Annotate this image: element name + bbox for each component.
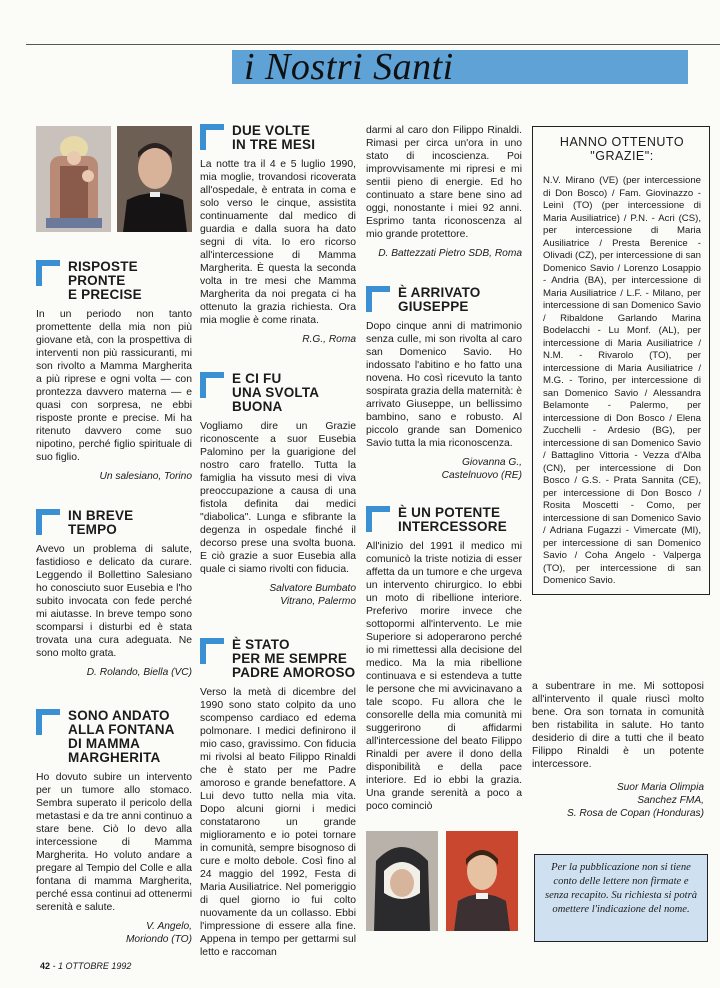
article-body: Avevo un problema di salute, fastidioso e delicato da curare. Leggendo il Bollettino Salesiano ho conosciuto suor Eusebia e l'ho subito invocata con fede perché mi aiutasse. In breve tempo sono scomparsi i disturbi ed è stata trovata una cura adeguata. Ne sono molto grata. [36, 544, 192, 659]
article-fontana [36, 709, 192, 946]
column-1 [36, 126, 192, 964]
grazie-box [532, 126, 710, 595]
article-signature: Salvatore Bumbato Vitrano, Palermo [269, 583, 356, 607]
article-heading: È STATO PER ME SEMPRE PADRE AMOROSO [200, 638, 356, 680]
article-body-part-1: Verso la metà di dicembre del 1990 sono stato colpito da uno scompenso cardiaco ed edema polmonare. I medici definirono il mio caso, gravissimo. Con fiducia mi rivolsi al beato Filippo Rinaldi che è stato per me Padre amoroso e grande benefattore. A Lui devo tutto nella mia vita. Dopo alcuni giorni i medici constatarono un grande miglioramento e io potei tornare in comunità, sempre bisognoso di cure e molto debole. Così fino al 24 maggio del 1992, Festa di Maria Ausiliatrice. Nel pomeriggio di quel giorno io fui colto nuovamente da un collasso. Ebbi l'impressione di essere alla fine. Appena in tempo per gettarmi sul letto e raccoman [200, 687, 356, 958]
corner-bracket-icon [366, 286, 390, 312]
article-heading: IN BREVE TEMPO [36, 509, 192, 537]
corner-bracket-icon [200, 124, 224, 150]
page-folio: 42 - 1 OTTOBRE 1992 [40, 961, 132, 971]
article-heading: E CI FU UNA SVOLTA BUONA [200, 372, 356, 414]
corner-bracket-icon [366, 506, 390, 532]
article-signature: R.G., Roma [302, 334, 356, 345]
corner-bracket-icon [36, 509, 60, 535]
article-body: La notte tra il 4 e 5 luglio 1990, mia moglie, trovandosi ricoverata all'ospedale, è entrata in coma e solo verso le cinque, assistita continuamente dal medico di guardia e dalla suora ha dato segni di vita. Io ero ricorso all'intercessione di Mamma Margherita. È questa la seconda volta in tre mesi che Mamma Margherita da noi pregata ci ha ottenuto la grazia richiesta. Ora mia moglie è come rinata. [200, 159, 356, 326]
don-bosco-portrait-image [117, 126, 192, 232]
article-signature: D. Battezzati Pietro SDB, Roma [378, 248, 522, 259]
article-body: Ho dovuto subire un intervento per un tumore allo stomaco. Sembra superato il pericolo della metastasi e da tre anni continuo a stare bene. Ciò lo devo alla intercessione di Mamma Margherita. Ho voluto andare a pregare al Tempio del Colle e alla fontana di mamma Margherita, perché essa continui ad ottenermi serenità e salute. [36, 772, 192, 913]
publication-note: Per la pubblicazione non si tiene conto delle lettere non firmate e senza recapito. Su richiesta si potrà omettere l'indicazione del nome. [534, 854, 708, 942]
top-rule [26, 44, 720, 45]
article-risposte [36, 260, 192, 483]
grazie-box-title: HANNO OTTENUTO "GRAZIE": [559, 135, 685, 163]
article-body: Dopo cinque anni di matrimonio senza culle, mi son rivolta al caro san Domenico Savio. Ho indossato l'abitino e ho fatto una novena. Ho così ricevuto la tanto sospirata grazia della maternità: è arrivato Giuseppe, un bellissimo bambino, sano e robusto. Al piccolo grande san Domenico Savio tutta la mia riconoscenza. [366, 321, 522, 449]
article-signature: Suor Maria Olimpia Sanchez FMA, S. Rosa de Copan (Honduras) [566, 782, 704, 819]
article-heading: È UN POTENTE INTERCESSORE [366, 506, 522, 534]
grazie-box-body: N.V. Mirano (VE) (per intercessione di Don Bosco) / Fam. Giovinazzo - Leinì (TO) (per intercessione di Maria Ausiliatrice) / P.N. - Acri (CS), per intercessione di Maria Ausiliatrice / Presta Berenice - Olivadi (CZ), per intercessione di san Domenico Savio / Lorenzo Losappio - Andria (BA), per intercessione di Maria Ausiliatrice / L.F. - Milano, per intercessione di san Domenico Savio / Ribaldone Garlando Marina Bodelacchi - Lu Monf. (AL), per intercessione di Maria Ausiliatrice / N.M. - Rivarolo (TO), per intercessione di Maria Ausiliatrice / M.G. - Torino, per intercessione di san Domenico Savio / Alessandra Belamonte - Palermo, per intercessione di Don Bosco / Elena Zucchelli - Ardesio (BG), per intercessione di san Domenico Savio / Battaglino Vittoria - Vezza d'Alba (CN), per intercessione di Don Bosco / G.S. - Prata Sannita (CE), per intercessione di Don Bosco / Rosita Moscetti - Como, per intercessione di san Domenico Savio / Adriana Fugazzi - Vimercate (MI), per intercessione di san Domenico Savio / Coha Angelo - Valperga (TO), per intercessione di san Domenico Savio. [543, 175, 701, 586]
corner-bracket-icon [36, 709, 60, 735]
article-arrivato [366, 286, 522, 482]
column-3 [366, 124, 522, 931]
corner-bracket-icon [36, 260, 60, 286]
domenico-savio-portrait-image [446, 831, 518, 931]
photo-strip [36, 126, 192, 232]
article-heading: DUE VOLTE IN TRE MESI [200, 124, 356, 152]
article-potente [366, 506, 522, 813]
article-breve [36, 509, 192, 679]
article-signature: Giovanna G., Castelnuovo (RE) [441, 457, 522, 481]
article-signature: D. Rolando, Biella (VC) [86, 667, 192, 678]
article-signature: Un salesiano, Torino [99, 471, 192, 482]
madonna-statue-image [36, 126, 111, 232]
section-title: i Nostri Santi [244, 46, 454, 88]
nun-portrait-image [366, 831, 438, 931]
column-2-lower [200, 638, 356, 959]
article-body-part-2: a subentrare in me. Mi sottoposi all'intervento il quale riuscì molto bene. Ora son tornata in comunità ben ristabilita in salute. Ho tanto desiderio di dire a tutti che il beato Filippo Rinaldi è un potente intercessore. [532, 681, 704, 770]
column-2 [200, 124, 356, 626]
article-body-part-1: All'inizio del 1991 il medico mi comunicò la triste notizia di esser affetta da un tumore e che urgeva un intervento chirurgico. Io ebbi un moto di ribellione interiore. Preferivo morire invece che sottopormi all'intervento. Le mie Superiore si adoperarono perché io mi rimettessi alla decisione del medico. Ma la mia ribellione continuava e si estendeva a tutte le persone che mi avvicinavano a tale scopo. Fu allora che le consorelle della mia comunità mi suggerirono di affidarmi all'intercessione del beato Filippo Rinaldi per avere il dono della disponibilità e della pace interiore. Ed io ebbi la grazia. Una grande serenità a poco a poco cominciò [366, 541, 522, 812]
article-duevolte [200, 124, 356, 346]
article-body: Vogliamo dire un Grazie riconoscente a suor Eusebia Palomino per la guarigione del nostro caro fratello. Tutta la famiglia ha vissuto mesi di viva preoccupazione a causa di una fistola definita dai medici "diabolica". Lunga e sfibrante la degenza in ospedale finché il decorso prese una svolta buona. E ciò grazie a suor Eusebia alla quale ci siamo rivolti con fiducia. [200, 421, 356, 575]
article-body: In un periodo non tanto promettente della mia non più giovane età, con la prospettiva di interventi non più rassicuranti, mi son rivolto a Mamma Margherita a più riprese e ogni volta — con prontezza davvero materna — e quasi con sorpresa, ne ebbi risposte pronte e precise. Mi ha ritenuto davvero come suo nipotino, perché figlio spirituale di suo figlio. [36, 309, 192, 463]
article-signature: V. Angelo, Moriondo (TO) [125, 921, 192, 945]
article-svolta [200, 372, 356, 608]
article-heading: SONO ANDATO ALLA FONTANA DI MAMMA MARGHERITA [36, 709, 192, 765]
article-heading: RISPOSTE PRONTE E PRECISE [36, 260, 192, 302]
article-body-part-2: darmi al caro don Filippo Rinaldi. Rimasi per circa un'ora in uno stato di incoscienza. Poi improvvisamente mi ripresi e mi sentii pieno di energie. Ed ho continuato a stare bene sino ad oggi, nonostante i miei 92 anni. Esprimo tanta riconoscenza al mio grande protettore. [366, 125, 522, 240]
corner-bracket-icon [200, 372, 224, 398]
corner-bracket-icon [200, 638, 224, 664]
photo-strip [366, 831, 522, 931]
column-4-lower [532, 680, 704, 820]
article-heading: È ARRIVATO GIUSEPPE [366, 286, 522, 314]
